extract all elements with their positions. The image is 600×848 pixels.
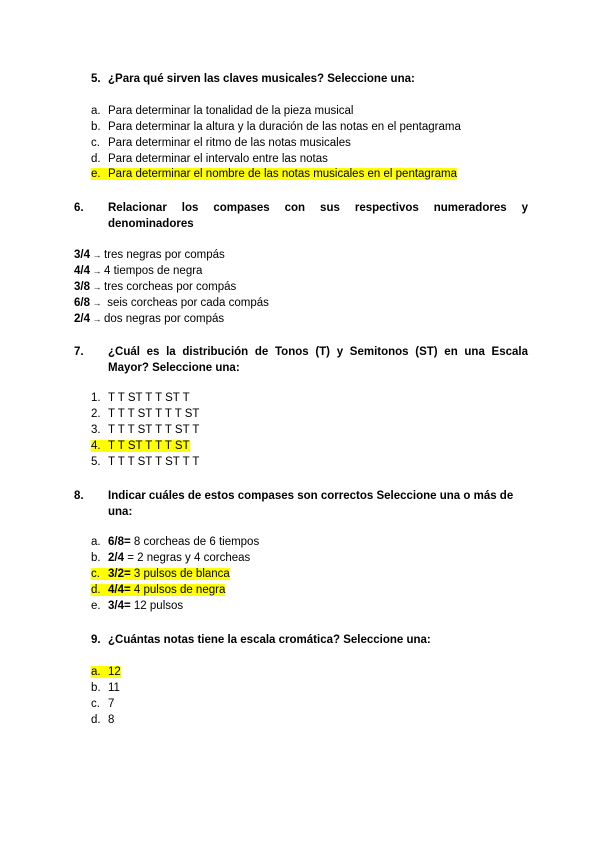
question-number: 6. [74, 202, 84, 214]
question-6-title [74, 200, 528, 232]
q9-option-a-highlighted: a. 12 [91, 666, 121, 678]
question-number: 9. [91, 634, 101, 646]
question-text: ¿Cuál es la distribución de Tonos (T) y Semitonos (ST) en una Escala Mayor? Seleccione una: [108, 346, 528, 374]
q7-option-5: 5. T T T ST T ST T T [91, 456, 200, 468]
q6-pair-3: 3/8 → tres corcheas por compás [74, 281, 237, 293]
q5-option-d: d. Para determinar el intervalo entre las notas [91, 153, 328, 165]
question-text: ¿Para qué sirven las claves musicales? Seleccione una: [108, 73, 415, 85]
question-text: Relacionar los compases con sus respectivos numeradores y denominadores [108, 202, 528, 230]
q9-option-b: b. 11 [91, 682, 120, 694]
question-number: 8. [74, 490, 84, 502]
question-number: 7. [74, 346, 84, 358]
q5-option-e-highlighted: e. Para determinar el nombre de las notas musicales en el pentagrama [91, 168, 458, 180]
q6-pair-2: 4/4 → 4 tiempos de negra [74, 265, 203, 277]
q5-option-a: a. Para determinar la tonalidad de la pieza musical [91, 105, 354, 117]
q9-option-c: c. 7 [91, 698, 115, 710]
q9-option-d: d. 8 [91, 714, 115, 726]
q8-option-e: e. 3/4= 12 pulsos [91, 600, 184, 612]
q7-option-1: 1. T T ST T T ST T [91, 392, 190, 404]
q6-pair-1: 3/4 → tres negras por compás [74, 249, 225, 261]
q7-option-4-highlighted: 4. T T ST T T T ST [91, 440, 190, 452]
question-8-title [74, 488, 528, 520]
q7-option-2: 2. T T T ST T T T ST [91, 408, 200, 420]
question-text: Indicar cuáles de estos compases son correctos Seleccione una o más de una: [108, 490, 514, 518]
q6-pair-5: 2/4 → dos negras por compás [74, 313, 225, 325]
q7-option-3: 3. T T T ST T T ST T [91, 424, 200, 436]
q8-option-c-highlighted: c. 3/2= 3 pulsos de blanca [91, 568, 230, 580]
question-text: ¿Cuántas notas tiene la escala cromática? Seleccione una: [108, 634, 431, 646]
question-number: 5. [91, 73, 101, 85]
question-9-title [91, 632, 528, 648]
q8-option-b: b. 2/4 = 2 negras y 4 corcheas [91, 552, 251, 564]
question-7-title [74, 344, 528, 376]
q5-option-b: b. Para determinar la altura y la duración de las notas en el pentagrama [91, 121, 461, 133]
q8-option-a: a. 6/8= 8 corcheas de 6 tiempos [91, 536, 260, 548]
question-5-title [91, 71, 528, 87]
q6-pair-4: 6/8 → seis corcheas por cada compás [74, 297, 269, 309]
q8-option-d-highlighted: d. 4/4= 4 pulsos de negra [91, 584, 226, 596]
q5-option-c: c. Para determinar el ritmo de las notas musicales [91, 137, 351, 149]
